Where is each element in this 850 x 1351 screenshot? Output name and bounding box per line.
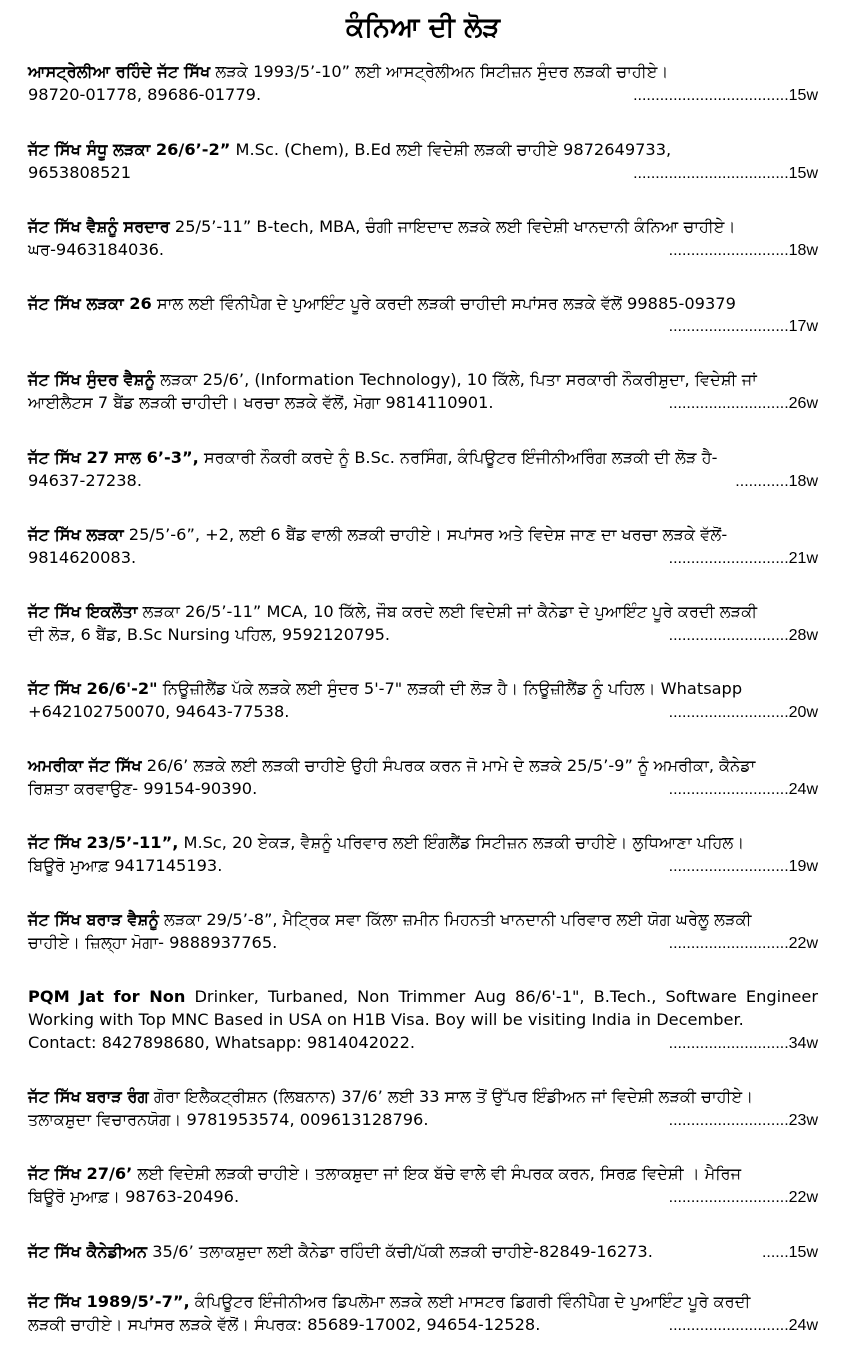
ad-lead: ਜੱਟ ਸਿੱਖ ਕੈਨੇਡੀਅਨ [28, 1242, 148, 1261]
ad-footer [28, 777, 818, 801]
ad-contact: 9814620083. [28, 548, 137, 567]
ad-entry [28, 1162, 818, 1209]
ad-footer [28, 391, 818, 415]
ad-text [28, 600, 818, 623]
ad-body: 35/6’ ਤਲਾਕਸ਼ੁਦਾ ਲਈ ਕੈਨੇਡਾ ਰਹਿੰਦੀ ਕੱਚੀ/ਪੱਕੀ ਲੜਕੀ ਚਾਹੀਏ-82849-16273. [147, 1242, 653, 1261]
ad-text [28, 523, 818, 546]
ad-lead: ਜੱਟ ਸਿੱਖ ਸੰਧੂ ਲੜਕਾ 26/6’-2” [28, 140, 231, 159]
ad-word-count: ......15w [761, 1244, 818, 1261]
ad-lead: ਜੱਟ ਸਿੱਖ ਬਰਾੜ ਵੈਸ਼ਨੂੰ [28, 910, 159, 929]
ad-lead: ਜੱਟ ਸਿੱਖ 27 ਸਾਲ 6’-3”, [28, 448, 199, 467]
ad-body: ਲੜਕਾ 26/5’-11” MCA, 10 ਕਿੱਲੇ, ਜੌਬ ਕਰਦੇ ਲਈ ਵਿਦੇਸ਼ੀ ਜਾਂ ਕੈਨੇਡਾ ਦੇ ਪੁਆਇੰਟ ਪੂਰੇ ਕਰਦੀ ਲੜਕੀ [137, 602, 758, 621]
ad-lead: PQM Jat for Non [28, 987, 186, 1006]
ad-word-count: ...................................15w [633, 165, 818, 182]
ad-body: ਸਾਲ ਲਈ ਵਿੰਨੀਪੈਗ ਦੇ ਪੁਆਇੰਟ ਪੂਰੇ ਕਰਦੀ ਲੜਕੀ ਚਾਹੀਦੀ ਸਪਾਂਸਰ ਲੜਕੇ ਵੱਲੋਂ 99885-09379 [151, 294, 736, 313]
ad-entry [28, 600, 818, 647]
ad-footer [28, 315, 818, 338]
ad-body: M.Sc. (Chem), B.Ed ਲਈ ਵਿਦੇਸ਼ੀ ਲੜਕੀ ਚਾਹੀਏ 9872649733, [230, 140, 672, 159]
ad-body: 26/6’ ਲੜਕੇ ਲਈ ਲੜਕੀ ਚਾਹੀਏ ਉਹੀ ਸੰਪਰਕ ਕਰਨ ਜੋ ਮਾਮੇ ਦੇ ਲੜਕੇ 25/5’-9” ਨੂੰ ਅਮਰੀਕਾ, ਕੈਨੇਡਾ [141, 756, 756, 775]
ad-lead: ਆਸਟ੍ਰੇਲੀਆ ਰਹਿੰਦੇ ਜੱਟ ਸਿੱਖ [28, 62, 211, 81]
ad-contact: 94637-27238. [28, 471, 142, 490]
ad-word-count: ...........................20w [668, 704, 818, 721]
ad-lead: ਜੱਟ ਸਿੱਖ ਲੜਕਾ [28, 525, 124, 544]
ad-entry [28, 831, 818, 878]
ad-footer [28, 1108, 818, 1132]
ad-contact: ਰਿਸ਼ਤਾ ਕਰਵਾਉਣ- 99154-90390. [28, 779, 258, 798]
ad-word-count: ...........................17w [668, 318, 818, 335]
ad-word-count: ...........................22w [668, 1189, 818, 1206]
ad-lead: ਜੱਟ ਸਿੱਖ ਵੈਸ਼ਨੂੰ ਸਰਦਾਰ [28, 217, 170, 236]
ad-footer [28, 83, 818, 107]
ad-text [28, 215, 818, 238]
ad-body: 25/5’-6”, +2, ਲਈ 6 ਬੈਂਡ ਵਾਲੀ ਲੜਕੀ ਚਾਹੀਏ। ਸਪਾਂਸਰ ਅਤੇ ਵਿਦੇਸ਼ ਜਾਣ ਦਾ ਖਰਚਾ ਲੜਕੇ ਵੱਲੋਂ- [123, 525, 728, 544]
ad-entry [28, 1290, 818, 1337]
ad-footer [28, 161, 818, 185]
ad-contact: ਲੜਕੀ ਚਾਹੀਏ। ਸਪਾਂਸਰ ਲੜਕੇ ਵੱਲੋਂ। ਸੰਪਰਕ: 85689-17002, 94654-12528. [28, 1315, 541, 1334]
ad-contact: ਬਿਊਰੋ ਮੁਆਫ਼ 9417145193. [28, 856, 223, 875]
ad-text [28, 138, 818, 161]
ad-word-count: ...........................34w [668, 1035, 818, 1052]
ad-lead: ਜੱਟ ਸਿੱਖ 26/6'-2" [28, 679, 158, 698]
ad-text [28, 446, 818, 469]
ad-entry [28, 754, 818, 801]
ad-row [28, 1240, 818, 1264]
ad-body: 25/5’-11” B-tech, MBA, ਚੰਗੀ ਜਾਇਦਾਦ ਲੜਕੇ ਲਈ ਵਿਦੇਸ਼ੀ ਖਾਨਦਾਨੀ ਕੰਨਿਆ ਚਾਹੀਏ। [169, 217, 736, 236]
ad-text [28, 831, 818, 854]
ad-word-count: ...........................23w [668, 1112, 818, 1129]
ad-text [28, 1290, 818, 1313]
ad-contact: ਆਈਲੈਟਸ 7 ਬੈਂਡ ਲੜਕੀ ਚਾਹੀਦੀ। ਖਰਚਾ ਲੜਕੇ ਵੱਲੋਂ, ਮੋਗਾ 9814110901. [28, 393, 494, 412]
ad-lead: ਜੱਟ ਸਿੱਖ ਸੁੰਦਰ ਵੈਸ਼ਨੂੰ [28, 370, 156, 389]
ad-entry [28, 292, 818, 338]
ad-entry [28, 446, 818, 493]
ad-footer [28, 700, 818, 724]
ad-text [28, 985, 818, 1031]
ad-lead: ਜੱਟ ਸਿੱਖ 23/5’-11”, [28, 833, 179, 852]
ad-text [28, 368, 818, 391]
ad-entry [28, 138, 818, 185]
ad-text [28, 1162, 818, 1185]
ad-lead: ਅਮਰੀਕਾ ਜੱਟ ਸਿੱਖ [28, 756, 142, 775]
ad-word-count: ...........................26w [668, 395, 818, 412]
ad-entry [28, 60, 818, 107]
ad-contact: +642102750070, 94643-77538. [28, 702, 290, 721]
ad-entry [28, 1240, 818, 1264]
page-title: ਕੰਨਿਆ ਦੀ ਲੋੜ [345, 12, 501, 43]
ad-word-count: ...........................22w [668, 935, 818, 952]
ad-word-count: ...........................24w [668, 781, 818, 798]
ad-body: Drinker, Turbaned, Non Trimmer Aug 86/6'-1", B.Tech., Software Engineer Working with Top MNC Based in USA on H1B Visa. Boy will be visiting India in December. [28, 987, 818, 1029]
ad-lead: ਜੱਟ ਸਿੱਖ 1989/5’-7”, [28, 1292, 190, 1311]
ad-body: ਲੜਕਾ 25/6’, (Information Technology), 10 ਕਿੱਲੇ, ਪਿਤਾ ਸਰਕਾਰੀ ਨੌਕਰੀਸ਼ੁਦਾ, ਵਿਦੇਸ਼ੀ ਜਾਂ [155, 370, 757, 389]
ad-word-count: ...........................24w [668, 1317, 818, 1334]
ad-word-count: ...................................15w [633, 87, 818, 104]
ad-word-count: ............18w [735, 473, 818, 490]
ad-footer [28, 854, 818, 878]
ad-footer [28, 1185, 818, 1209]
ad-lead: ਜੱਟ ਸਿੱਖ ਬਰਾੜ ਰੰਗ [28, 1087, 149, 1106]
ad-body: ਲੜਕੇ 1993/5’-10” ਲਈ ਆਸਟ੍ਰੇਲੀਅਨ ਸਿਟੀਜ਼ਨ ਸੁੰਦਰ ਲੜਕੀ ਚਾਹੀਏ। [210, 62, 669, 81]
ad-body: ਨਿਊਜ਼ੀਲੈਂਡ ਪੱਕੇ ਲੜਕੇ ਲਈ ਸੁੰਦਰ 5'-7" ਲੜਕੀ ਦੀ ਲੋੜ ਹੈ। ਨਿਊਜ਼ੀਲੈਂਡ ਨੂੰ ਪਹਿਲ। Whatsapp [157, 679, 743, 698]
ad-entry [28, 1085, 818, 1132]
ad-text [28, 1085, 818, 1108]
ad-footer [28, 1031, 818, 1055]
ad-body: ਗੋਰਾ ਇਲੈਕਟ੍ਰੀਸ਼ਨ (ਲਿਬਨਾਨ) 37/6’ ਲਈ 33 ਸਾਲ ਤੋਂ ਉੱਪਰ ਇੰਡੀਅਨ ਜਾਂ ਵਿਦੇਸ਼ੀ ਲੜਕੀ ਚਾਹੀਏ। [148, 1087, 754, 1106]
ad-text [28, 677, 818, 700]
ad-text [28, 1240, 653, 1263]
ad-text [28, 292, 818, 315]
ad-contact: ਚਾਹੀਏ। ਜ਼ਿਲ੍ਹਾ ਮੋਗਾ- 9888937765. [28, 933, 278, 952]
ad-word-count: ...........................18w [668, 242, 818, 259]
ad-text [28, 908, 818, 931]
ad-lead: ਜੱਟ ਸਿੱਖ 27/6’ [28, 1164, 133, 1183]
ad-contact: ਘਰ-9463184036. [28, 240, 165, 259]
ad-body: ਲਈ ਵਿਦੇਸ਼ੀ ਲੜਕੀ ਚਾਹੀਏ। ਤਲਾਕਸ਼ੁਦਾ ਜਾਂ ਇਕ ਬੱਚੇ ਵਾਲੇ ਵੀ ਸੰਪਰਕ ਕਰਨ, ਸਿਰਫ਼ ਵਿਦੇਸ਼ੀ । ਮੈਰਿਜ [132, 1164, 742, 1183]
ad-text [28, 754, 818, 777]
ad-entry [28, 908, 818, 955]
ad-entry [28, 523, 818, 570]
ad-body: ਕੰਪਿਊਟਰ ਇੰਜੀਨੀਅਰ ਡਿਪਲੋਮਾ ਲੜਕੇ ਲਈ ਮਾਸਟਰ ਡਿਗਰੀ ਵਿੰਨੀਪੈਗ ਦੇ ਪੁਆਇੰਟ ਪੂਰੇ ਕਰਦੀ [189, 1292, 751, 1311]
ad-word-count: ...........................28w [668, 627, 818, 644]
ad-footer [28, 1313, 818, 1337]
ad-entry [28, 215, 818, 262]
ad-footer [28, 623, 818, 647]
ad-word-count: ...........................21w [668, 550, 818, 567]
ad-word-count: ...........................19w [668, 858, 818, 875]
ad-entry [28, 677, 818, 724]
ad-body: ਲੜਕਾ 29/5’-8”, ਮੈਟ੍ਰਿਕ ਸਵਾ ਕਿੱਲਾ ਜ਼ਮੀਨ ਮਿਹਨਤੀ ਖਾਨਦਾਨੀ ਪਰਿਵਾਰ ਲਈ ਯੋਗ ਘਰੇਲੂ ਲੜਕੀ [158, 910, 752, 929]
ad-contact: ਦੀ ਲੋੜ, 6 ਬੈਂਡ, B.Sc Nursing ਪਹਿਲ, 9592120795. [28, 625, 391, 644]
ad-lead: ਜੱਟ ਸਿੱਖ ਇਕਲੌਤਾ [28, 602, 138, 621]
ad-contact: ਬਿਊਰੋ ਮੁਆਫ਼। 98763-20496. [28, 1187, 240, 1206]
ad-entry [28, 985, 818, 1055]
ad-body: M.Sc, 20 ਏਕੜ, ਵੈਸ਼ਨੂੰ ਪਰਿਵਾਰ ਲਈ ਇੰਗਲੈਂਡ ਸਿਟੀਜ਼ਨ ਲੜਕੀ ਚਾਹੀਏ। ਲੁਧਿਆਣਾ ਪਹਿਲ। [178, 833, 745, 852]
ad-footer [28, 931, 818, 955]
ad-contact: ਤਲਾਕਸ਼ੁਦਾ ਵਿਚਾਰਨਯੋਗ। 9781953574, 009613128796. [28, 1110, 429, 1129]
ad-footer [28, 546, 818, 570]
ad-lead: ਜੱਟ ਸਿੱਖ ਲੜਕਾ 26 [28, 294, 152, 313]
ad-footer [28, 469, 818, 493]
ad-footer [28, 238, 818, 262]
ad-contact: 98720-01778, 89686-01779. [28, 85, 262, 104]
ad-body: ਸਰਕਾਰੀ ਨੌਕਰੀ ਕਰਦੇ ਨੂੰ B.Sc. ਨਰਸਿੰਗ, ਕੰਪਿਊਟਰ ਇੰਜੀਨੀਅਰਿੰਗ ਲੜਕੀ ਦੀ ਲੋੜ ਹੈ- [198, 448, 718, 467]
ad-contact: Contact: 8427898680, Whatsapp: 9814042022. [28, 1033, 416, 1052]
ad-text [28, 60, 818, 83]
ad-contact: 9653808521 [28, 163, 131, 182]
ad-entry [28, 368, 818, 415]
classifieds-page [28, 0, 818, 1334]
